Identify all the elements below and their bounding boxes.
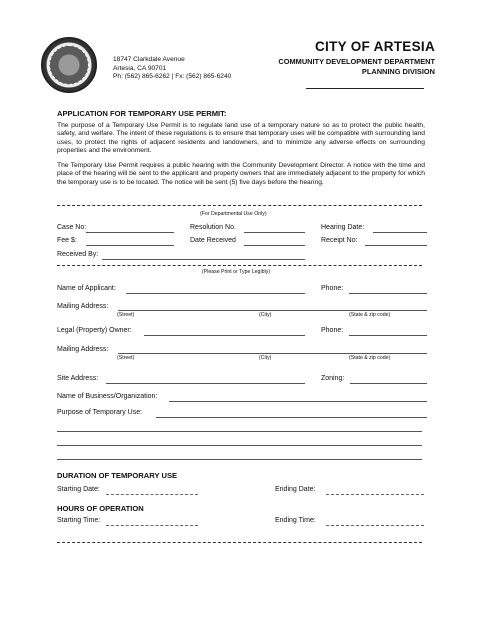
department-name: COMMUNITY DEVELOPMENT DEPARTMENT [278, 57, 435, 66]
state-zip-caption: (State & zip code) [349, 312, 391, 318]
purpose-label: Purpose of Temporary Use: [57, 409, 143, 416]
address-line-2: Artesia, CA 90701 [113, 64, 167, 72]
application-title: APPLICATION FOR TEMPORARY USE PERMIT: [57, 109, 227, 118]
ending-time-field[interactable] [326, 525, 424, 526]
starting-time-field[interactable] [106, 525, 198, 526]
street-caption: (Street) [117, 312, 135, 318]
hearing-date-field[interactable] [373, 232, 427, 233]
purpose-line[interactable] [57, 445, 422, 446]
purpose-line[interactable] [57, 459, 422, 460]
division-name: PLANNING DIVISION [361, 66, 435, 76]
legal-owner-label: Legal (Property) Owner: [57, 327, 132, 334]
starting-date-field[interactable] [106, 494, 198, 495]
site-address-field[interactable] [106, 383, 305, 384]
owner-phone-field[interactable] [349, 335, 427, 336]
section-divider [57, 265, 422, 266]
fee-label: Fee $: [57, 237, 77, 244]
mailing-address-label: Mailing Address: [57, 303, 109, 310]
duration-title: DURATION OF TEMPORARY USE [57, 471, 178, 480]
resolution-no-field[interactable] [244, 232, 305, 233]
street-caption: (Street) [117, 355, 135, 361]
owner-mailing-address-field[interactable] [118, 353, 427, 354]
business-name-label: Name of Business/Organization: [57, 393, 158, 400]
ending-date-field[interactable] [326, 494, 424, 495]
header-rule [306, 88, 424, 89]
department-block [278, 57, 435, 76]
hearing-date-label: Hearing Date: [321, 224, 365, 231]
address-line-1: 18747 Clarkdale Avenue [113, 56, 185, 63]
receipt-no-field[interactable] [365, 245, 427, 246]
state-zip-caption: (State & zip code) [349, 355, 391, 361]
ending-time-label: Ending Time: [275, 517, 316, 524]
fee-field[interactable] [86, 245, 174, 246]
section-divider [57, 205, 422, 206]
case-no-label: Case No: [57, 224, 87, 231]
ending-date-label: Ending Date: [275, 486, 316, 493]
date-received-label: Date Received [190, 237, 236, 244]
purpose-field[interactable] [156, 417, 427, 418]
bottom-divider [57, 542, 422, 543]
applicant-phone-field[interactable] [349, 293, 427, 294]
purpose-paragraph: The purpose of a Temporary Use Permit is to regulate land use of a temporary nature so as to protect the public health, safety, and welfare. The intent of these regulations is to ensure that temporary uses will be compatible with surrounding land uses, to protect the rights of adjacent residents and landowners, and to minimize any adverse effects on surrounding properties and the environment. [57, 122, 425, 155]
city-title: CITY OF ARTESIA [314, 39, 435, 54]
owner-phone-label: Phone: [321, 327, 344, 334]
applicant-name-field[interactable] [126, 293, 305, 294]
print-legibly-note: (Please Print or Type Legibly) [202, 269, 270, 275]
received-by-label: Received By: [57, 251, 99, 258]
mailing-address-field[interactable] [118, 310, 427, 311]
city-address [113, 56, 231, 82]
starting-date-label: Starting Date: [57, 486, 100, 493]
business-name-field[interactable] [169, 401, 427, 402]
city-seal [41, 37, 97, 93]
received-by-field[interactable] [102, 259, 305, 260]
date-received-field[interactable] [244, 245, 305, 246]
city-caption: (City) [259, 312, 272, 318]
city-caption: (City) [259, 355, 272, 361]
resolution-no-label: Resolution No. [190, 224, 236, 231]
hours-title: HOURS OF OPERATION [57, 504, 144, 513]
owner-mailing-address-label: Mailing Address: [57, 346, 109, 353]
case-no-field[interactable] [86, 232, 174, 233]
receipt-no-label: Receipt No: [321, 237, 358, 244]
applicant-phone-label: Phone: [321, 285, 344, 292]
purpose-line[interactable] [57, 431, 422, 432]
address-line-3: Ph: (562) 865-6262 | Fx: (562) 865-6240 [113, 73, 232, 81]
departmental-note: (For Departmental Use Only) [200, 211, 267, 217]
hearing-paragraph: The Temporary Use Permit requires a public hearing with the Community Development Director. A notice with the time and place of the hearing will be sent to the applicant and property owners that are immediately adjacent to the property for which the temporary use is to be located. The notice will be sent (5) five days before the hearing. [57, 162, 425, 186]
zoning-label: Zoning: [321, 375, 345, 382]
legal-owner-field[interactable] [144, 335, 305, 336]
starting-time-label: Starting Time: [57, 517, 101, 524]
site-address-label: Site Address: [57, 375, 99, 382]
zoning-field[interactable] [350, 383, 427, 384]
applicant-name-label: Name of Applicant: [57, 285, 116, 292]
